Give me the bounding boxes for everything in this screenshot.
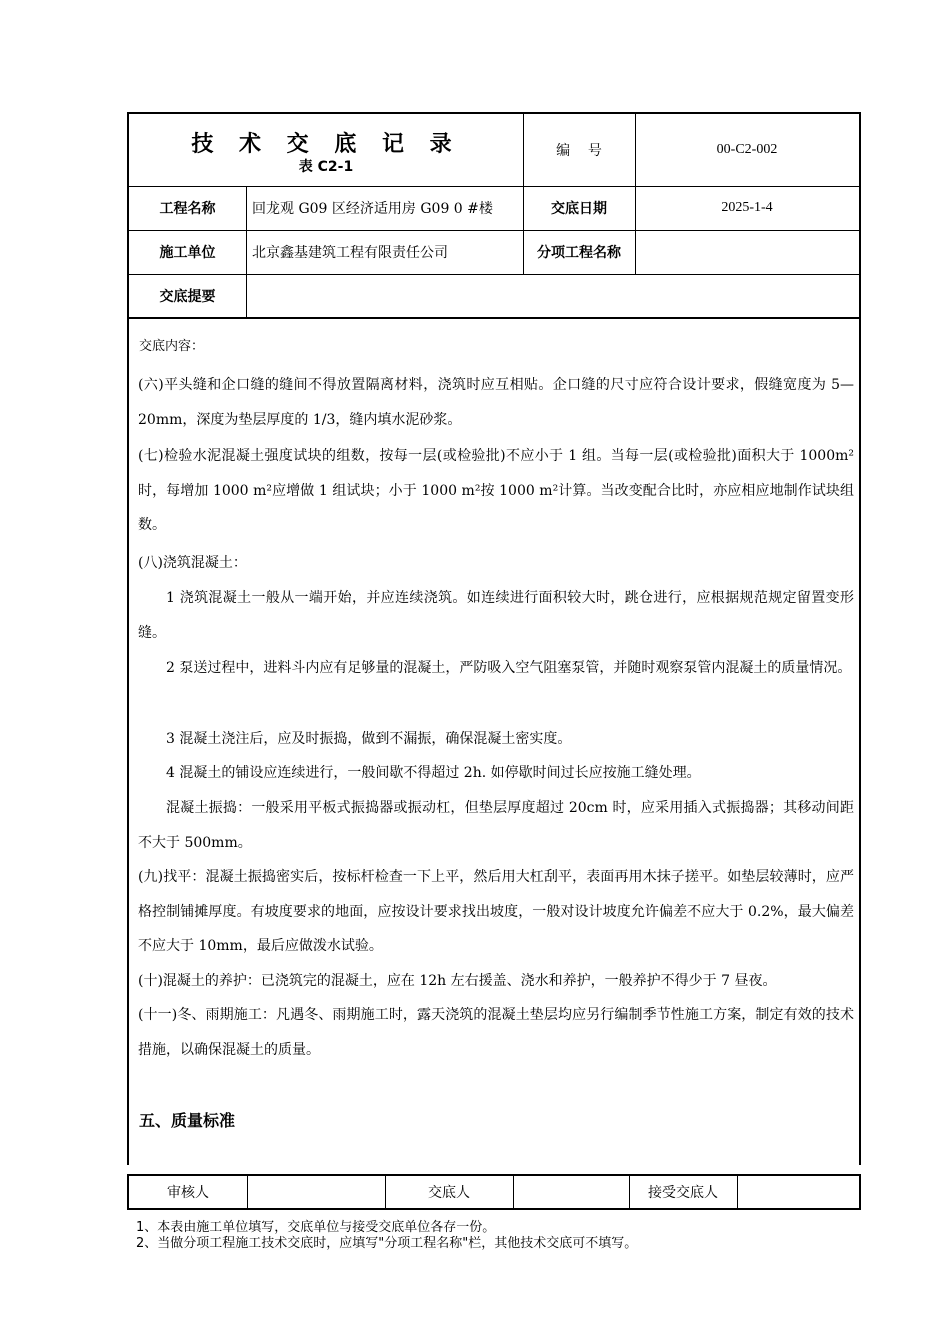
form-subtitle: 表 C2-1	[298, 159, 354, 175]
paragraph: 3 混凝土浇注后，应及时振捣，做到不漏振，确保混凝土密实度。	[166, 731, 572, 747]
reviewer-value-cell[interactable]	[247, 1176, 385, 1208]
date-value: 2025-1-4	[721, 200, 773, 215]
summary-value-cell[interactable]	[246, 274, 859, 317]
project-name-value-cell	[246, 186, 523, 230]
project-name-label: 工程名称	[159, 201, 216, 217]
title-wrap	[129, 124, 523, 160]
subproject-label: 分项工程名称	[537, 245, 621, 261]
discloser-label-cell	[385, 1176, 513, 1208]
date-value-cell	[635, 186, 859, 230]
form-header-table	[127, 112, 861, 319]
paragraph: (八)浇筑混凝土：	[138, 555, 247, 571]
number-value-cell	[635, 114, 859, 186]
contractor-value-cell	[246, 230, 523, 274]
form-title: 技 术 交 底 记 录	[191, 131, 461, 157]
reviewer-label-cell	[129, 1176, 247, 1208]
project-name-label-cell	[129, 186, 246, 230]
discloser-value-cell[interactable]	[513, 1176, 629, 1208]
discloser-label: 交底人	[428, 1185, 470, 1201]
number-value: 00-C2-002	[716, 142, 778, 157]
footnote: 2、当做分项工程施工技术交底时，应填写"分项工程名称"栏，其他技术交底可不填写。	[136, 1236, 638, 1251]
paragraph: (六)平头缝和企口缝的缝间不得放置隔离材料，浇筑时应互相贴。企口缝的尺寸应符合设计要求，假缝宽度为 5—20mm，深度为垫层厚度的 1/3，缝内填水泥砂浆。	[138, 377, 854, 428]
disclosure-content-box	[127, 318, 861, 1165]
summary-label-cell	[129, 274, 246, 317]
paragraph: (九)找平：混凝土振捣密实后，按标杆检查一下上平，然后用大杠刮平，表面再用木抹子搓平。如垫层较薄时，应严格控制铺摊厚度。有坡度要求的地面，应按设计要求找出坡度，一般对设计坡度允许偏差不应大于 0.2%，最大偏差不应大于 10mm，最后应做泼水试验。	[138, 869, 854, 954]
contractor-label-cell	[129, 230, 246, 274]
contractor-label: 施工单位	[159, 245, 216, 261]
paragraph: (十一)冬、雨期施工：凡遇冬、雨期施工时，露天浇筑的混凝土垫层均应另行编制季节性施工方案，制定有效的技术措施，以确保混凝土的质量。	[138, 1007, 854, 1058]
receiver-value-cell[interactable]	[737, 1176, 859, 1208]
project-name-value: 回龙观 G09 区经济适用房 G09 0 #楼	[252, 201, 493, 217]
number-label: 编 号	[556, 143, 602, 159]
subtitle-wrap	[129, 156, 523, 176]
receiver-label: 接受交底人	[648, 1185, 718, 1201]
paragraph: 混凝土振捣：一般采用平板式振捣器或振动杠，但垫层厚度超过 20cm 时，应采用插入式振捣器；其移动间距不大于 500mm。	[138, 800, 854, 851]
footnote: 1、本表由施工单位填写，交底单位与接受交底单位各存一份。	[136, 1220, 496, 1235]
number-label-cell	[523, 114, 635, 186]
paragraph: (十)混凝土的养护：已浇筑完的混凝土，应在 12h 左右援盖、浇水和养护，一般养护不得少于 7 昼夜。	[138, 973, 777, 989]
date-label: 交底日期	[551, 201, 607, 217]
paragraph: (七)检验水泥混凝土强度试块的组数，按每一层(或检验批)不应小于 1 组。当每一层(或检验批)面积大于 1000m²时，每增加 1000 m²应增做 1 组试块；小于 1000 m²按 1000 m²计算。当改变配合比时，亦应相应地制作试块组数。	[138, 448, 854, 533]
footnotes	[136, 1220, 637, 1252]
signature-row	[127, 1174, 861, 1210]
subproject-label-cell	[523, 230, 635, 274]
paragraph: 2 泵送过程中，进料斗内应有足够量的混凝土，严防吸入空气阻塞泵管，并随时观察泵管内混凝土的质量情况。	[166, 660, 852, 676]
paragraph: 1 浇筑混凝土一般从一端开始，并应连续浇筑。如连续进行面积较大时，跳仓进行，应根据规范规定留置变形缝。	[138, 590, 854, 641]
subproject-value-cell[interactable]	[635, 230, 859, 274]
paragraph: 4 混凝土的铺设应连续进行，一般间歇不得超过 2h. 如停歇时间过长应按施工缝处理。	[166, 765, 701, 781]
summary-label: 交底提要	[159, 288, 216, 305]
receiver-label-cell	[629, 1176, 737, 1208]
section-title: 五、质量标准	[139, 1111, 236, 1130]
content-label: 交底内容：	[139, 339, 205, 354]
date-label-cell	[523, 186, 635, 230]
contractor-value: 北京鑫基建筑工程有限责任公司	[252, 245, 448, 261]
reviewer-label: 审核人	[167, 1185, 209, 1201]
